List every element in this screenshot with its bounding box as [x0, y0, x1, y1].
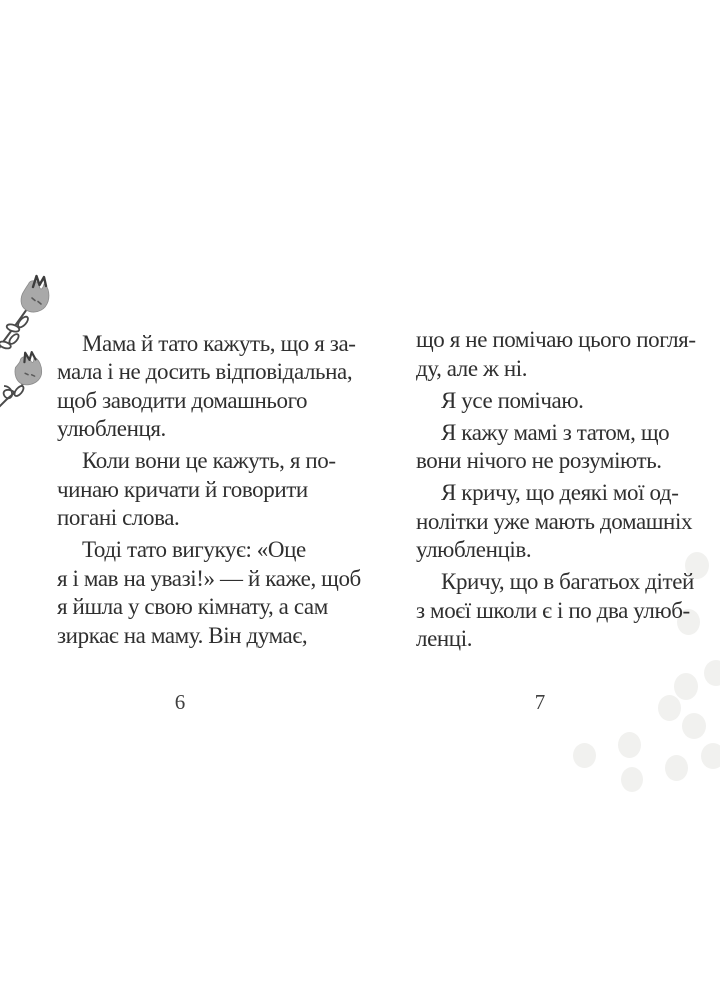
- text-line: нолітки уже мають домашніх: [416, 508, 693, 534]
- text-line: Тоді тато вигукує: «Оце: [82, 537, 306, 562]
- text-line: я і мав на увазі!» — й каже, щоб: [57, 565, 361, 591]
- text-line: щоб заводити домашнього: [57, 387, 308, 413]
- text-line: ленці.: [416, 626, 473, 651]
- tulip-leaf: [13, 384, 25, 397]
- text-line: Коли вони це кажуть, я по-: [82, 448, 336, 473]
- page-right-text: [416, 326, 720, 654]
- polka-dot: [618, 732, 641, 758]
- text-line: улюбленця.: [57, 416, 166, 441]
- polka-dot: [704, 660, 720, 686]
- polka-dot: [682, 713, 706, 739]
- text-line: Я кажу мамі з татом, що: [441, 419, 670, 445]
- polka-dot: [665, 755, 688, 781]
- page-number-right: 7: [534, 690, 546, 714]
- page-number-left: 6: [174, 690, 186, 714]
- text-line: що я не помічаю цього погля-: [416, 327, 696, 352]
- text-line: мала і не досить відповідальна,: [57, 359, 353, 384]
- text-line: чинаю кричати й говорити: [57, 476, 308, 502]
- text-line: ду, але ж ні.: [416, 355, 528, 381]
- tulip-leaves: [0, 315, 30, 350]
- text-line: зиркає на маму. Він думає,: [57, 622, 308, 648]
- text-line: улюбленців.: [416, 537, 532, 562]
- text-line: Я кричу, що деякі мої од-: [441, 480, 679, 505]
- text-line: Мама й тато кажуть, що я за-: [82, 330, 356, 356]
- text-line: Кричу, що в багатьох дітей: [441, 569, 694, 594]
- text-line: вони нічого не розуміють.: [416, 448, 662, 473]
- polka-dot: [701, 743, 720, 769]
- text-line: погані слова.: [57, 505, 180, 530]
- polka-dot: [573, 743, 596, 768]
- text-line: я йшла у свою кімнату, а сам: [57, 594, 328, 619]
- text-line: з моєї школи є і по два улюб-: [416, 597, 690, 623]
- page-left-text: [57, 326, 362, 650]
- polka-dot: [621, 767, 643, 792]
- tulip-flower-icon: [0, 350, 50, 422]
- text-line: Я усе помічаю.: [441, 387, 584, 413]
